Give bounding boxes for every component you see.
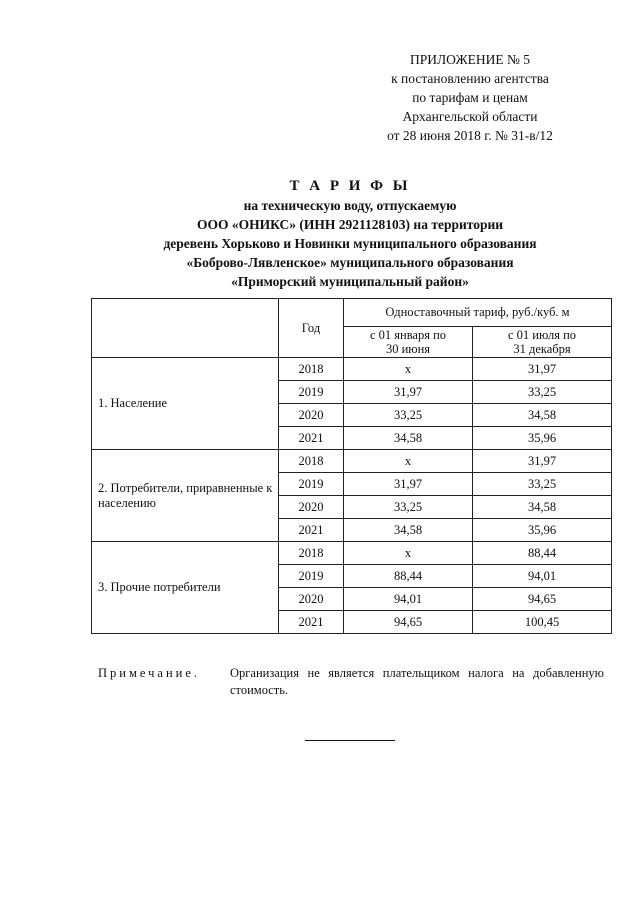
value-cell: 35,96 (473, 519, 612, 542)
value-cell: 34,58 (344, 427, 473, 450)
closing-separator-line (305, 740, 395, 741)
year-cell: 2021 (279, 611, 344, 634)
group-label: 3. Прочие потребители (92, 542, 279, 634)
value-cell: 31,97 (473, 358, 612, 381)
appendix-block (340, 50, 600, 145)
value-cell: х (344, 358, 473, 381)
value-cell: 88,44 (344, 565, 473, 588)
group-label: 1. Население (92, 358, 279, 450)
header-empty-cell (92, 299, 279, 358)
year-cell: 2019 (279, 473, 344, 496)
header-tariff: Одноставочный тариф, руб./куб. м (344, 299, 612, 327)
year-cell: 2019 (279, 565, 344, 588)
year-cell: 2018 (279, 542, 344, 565)
note-text: Организация не является плательщиком налога на добавленную стоимость. (230, 666, 604, 697)
heading-line: ООО «ОНИКС» (ИНН 2921128103) на территории (196, 217, 504, 232)
heading-line: «Приморский муниципальный район» (231, 274, 469, 289)
value-cell: 94,65 (344, 611, 473, 634)
year-cell: 2020 (279, 588, 344, 611)
tariff-table (91, 298, 612, 634)
value-cell: х (344, 450, 473, 473)
table-row (92, 450, 612, 473)
year-cell: 2020 (279, 404, 344, 427)
group-label: 2. Потребители, приравненные к населению (92, 450, 279, 542)
appendix-line: к постановлению агентства (391, 71, 549, 86)
value-cell: 94,01 (344, 588, 473, 611)
heading-line: деревень Хорьково и Новинки муниципального образования (163, 236, 537, 251)
table-row (92, 542, 612, 565)
value-cell: 34,58 (473, 404, 612, 427)
value-cell: 33,25 (473, 381, 612, 404)
value-cell: 100,45 (473, 611, 612, 634)
value-cell: 33,25 (473, 473, 612, 496)
appendix-line: Архангельской области (402, 109, 538, 124)
year-cell: 2018 (279, 358, 344, 381)
value-cell: 31,97 (473, 450, 612, 473)
value-cell: 34,58 (473, 496, 612, 519)
appendix-line: от 28 июня 2018 г. № 31-в/12 (387, 128, 553, 143)
year-cell: 2019 (279, 381, 344, 404)
value-cell: 31,97 (344, 473, 473, 496)
value-cell: 34,58 (344, 519, 473, 542)
table-row (92, 358, 612, 381)
value-cell: 94,01 (473, 565, 612, 588)
header-period-1: с 01 января по 30 июня (344, 327, 473, 358)
value-cell: 94,65 (473, 588, 612, 611)
value-cell: 31,97 (344, 381, 473, 404)
note-label: Примечание. (98, 666, 201, 680)
heading-line: на техническую воду, отпускаемую (243, 198, 457, 213)
heading-line: «Боброво-Лявленское» муниципального образования (186, 255, 514, 270)
year-cell: 2020 (279, 496, 344, 519)
year-cell: 2018 (279, 450, 344, 473)
header-year: Год (279, 299, 344, 358)
table-header-row (92, 299, 612, 327)
value-cell: 35,96 (473, 427, 612, 450)
year-cell: 2021 (279, 427, 344, 450)
header-period-2: с 01 июля по 31 декабря (473, 327, 612, 358)
document-title: Т А Р И Ф Ы (289, 178, 411, 194)
value-cell: 33,25 (344, 404, 473, 427)
year-cell: 2021 (279, 519, 344, 542)
value-cell: 88,44 (473, 542, 612, 565)
document-heading (60, 176, 640, 291)
value-cell: х (344, 542, 473, 565)
appendix-line: ПРИЛОЖЕНИЕ № 5 (409, 52, 531, 67)
appendix-line: по тарифам и ценам (412, 90, 528, 105)
value-cell: 33,25 (344, 496, 473, 519)
